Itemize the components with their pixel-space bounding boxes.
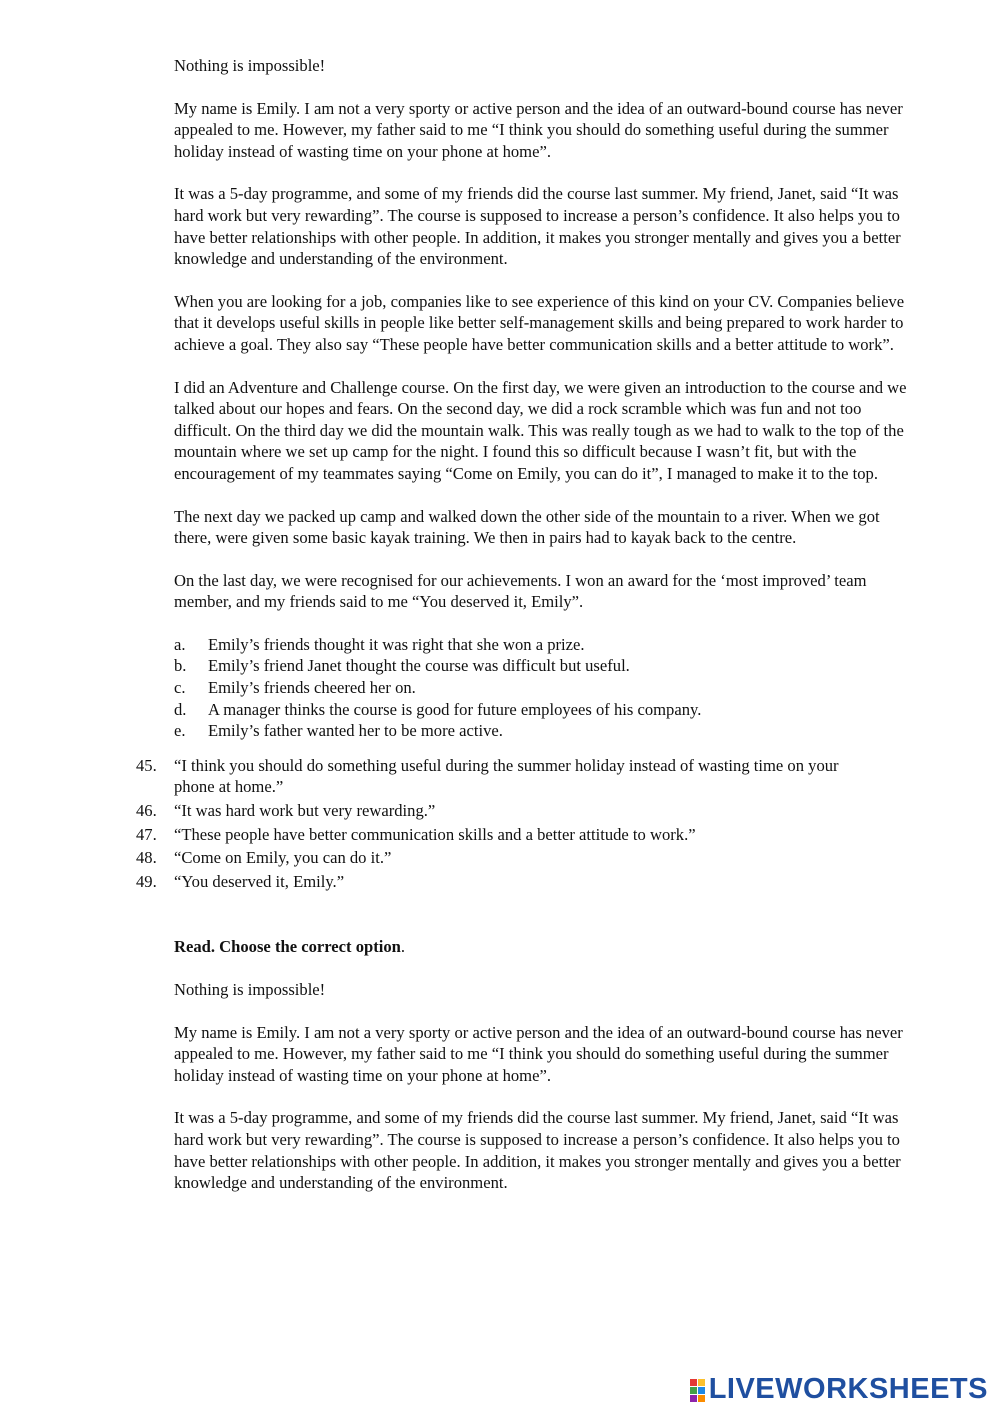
- reading-paragraph: My name is Emily. I am not a very sporty or active person and the idea of an outward-bound course has never appealed to me. However, my father said to me “I think you should do something useful during the summer holiday instead of wasting time on your phone at home”.: [174, 1022, 903, 1085]
- logo-square: [698, 1379, 705, 1386]
- option-text: Emily’s friends thought it was right that she won a prize.: [208, 634, 585, 654]
- answer-option: [174, 655, 914, 677]
- reading-paragraph: It was a 5-day programme, and some of my friends did the course last summer. My friend, Janet, said “It was hard work but very rewarding”. The course is supposed to increase a person’s confidence. It also helps you to have better relationships with other people. In addition, it makes you stronger mentally and gives you a better knowledge and understanding of the environment.: [174, 1108, 901, 1193]
- question-text: “It was hard work but very rewarding.”: [174, 801, 436, 821]
- question-item: [136, 800, 876, 822]
- question-list: [136, 755, 876, 893]
- worksheet-content: [136, 55, 914, 1215]
- question-item: [136, 871, 876, 893]
- question-text: “These people have better communication skills and a better attitude to work.”: [174, 824, 696, 844]
- answer-option: [174, 699, 914, 721]
- answer-options-list: [174, 634, 914, 742]
- question-item: [136, 824, 876, 846]
- reading-paragraph: When you are looking for a job, companies like to see experience of this kind on your CV. Companies believe that it develops useful skills in people like better self-management skills and being prepared to work harder to achieve a goal. They also say “These people have better communication skills and a better attitude to work”.: [174, 291, 905, 354]
- logo-square: [690, 1379, 697, 1386]
- question-number: 48.: [136, 848, 157, 868]
- answer-option: [174, 720, 914, 742]
- question-text: “You deserved it, Emily.”: [174, 871, 345, 891]
- logo-square: [698, 1395, 705, 1402]
- question-text: “I think you should do something useful during the summer holiday instead of wasting time on your phone at home.”: [174, 755, 839, 797]
- answer-option: [174, 677, 914, 699]
- logo-square: [690, 1395, 697, 1402]
- logo-mark-icon: [690, 1379, 705, 1402]
- instruction-bold: Read. Choose the correct option: [174, 937, 401, 957]
- reading-paragraph: On the last day, we were recognised for our achievements. I won an award for the ‘most improved’ team member, and my friends said to me “You deserved it, Emily”.: [174, 570, 867, 612]
- liveworksheets-logo: [690, 1374, 988, 1406]
- instruction-heading: [174, 936, 914, 958]
- reading-paragraph: I did an Adventure and Challenge course. On the first day, we were given an introduction to the course and we talked about our hopes and fears. On the second day, we did a rock scramble which was fun and not too difficult. On the third day we did the mountain walk. This was really tough as we had to walk to the top of the mountain where we set up camp for the night. I found this so difficult because I wasn’t fit, but with the encouragement of my teammates saying “Come on Emily, you can do it”, I managed to make it to the top.: [174, 377, 907, 483]
- reading-paragraph: The next day we packed up camp and walked down the other side of the mountain to a river. When we got there, were given some basic kayak training. We then in pairs had to kayak back to the centre.: [174, 506, 880, 548]
- option-marker: e.: [174, 721, 186, 741]
- option-text: Emily’s friends cheered her on.: [208, 678, 416, 698]
- question-number: 47.: [136, 824, 157, 844]
- answer-option: [174, 634, 914, 656]
- option-marker: a.: [174, 634, 186, 654]
- question-text: “Come on Emily, you can do it.”: [174, 848, 392, 868]
- option-text: A manager thinks the course is good for future employees of his company.: [208, 699, 702, 719]
- reading-title: Nothing is impossible!: [174, 56, 326, 75]
- question-number: 46.: [136, 801, 157, 821]
- logo-square: [690, 1387, 697, 1394]
- option-text: Emily’s friend Janet thought the course was difficult but useful.: [208, 656, 630, 676]
- option-marker: d.: [174, 699, 187, 719]
- question-number: 45.: [136, 755, 157, 775]
- reading-paragraph: My name is Emily. I am not a very sporty or active person and the idea of an outward-bound course has never appealed to me. However, my father said to me “I think you should do something useful during the summer holiday instead of wasting time on your phone at home”.: [174, 98, 903, 161]
- option-marker: b.: [174, 656, 187, 676]
- question-number: 49.: [136, 871, 157, 891]
- reading-title: Nothing is impossible!: [174, 980, 326, 999]
- reading-paragraph: It was a 5-day programme, and some of my friends did the course last summer. My friend, Janet, said “It was hard work but very rewarding”. The course is supposed to increase a person’s confidence. It also helps you to have better relationships with other people. In addition, it makes you stronger mentally and gives you a better knowledge and understanding of the environment.: [174, 184, 901, 269]
- question-item: [136, 755, 876, 798]
- option-marker: c.: [174, 678, 186, 698]
- logo-text: LIVEWORKSHEETS: [708, 1373, 988, 1406]
- question-item: [136, 847, 876, 869]
- instruction-suffix: .: [400, 937, 406, 957]
- logo-square: [698, 1387, 705, 1394]
- option-text: Emily’s father wanted her to be more active.: [208, 721, 503, 741]
